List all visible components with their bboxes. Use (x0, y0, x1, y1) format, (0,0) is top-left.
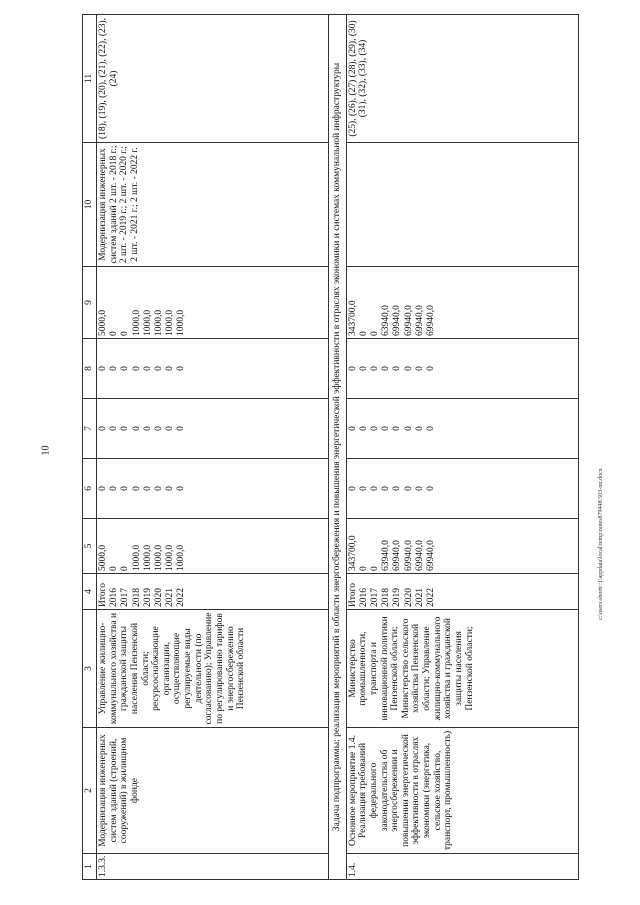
value: 0 (109, 366, 120, 371)
value: 0 (176, 486, 187, 491)
value: 0 (381, 366, 392, 371)
row-number: 1.4. (346, 854, 578, 880)
value: 1000,0 (176, 544, 187, 571)
activity-name: Модернизация инженерных систем зданий (строений, сооружений) в жилищном фонде (97, 728, 329, 854)
value: 0 (165, 366, 176, 371)
value: 0 (403, 426, 414, 431)
value: 5000,0 (98, 309, 108, 336)
year-label: 2018 (381, 588, 392, 607)
value: 0 (392, 426, 403, 431)
year-label: 2022 (425, 588, 436, 607)
year-label: Итого (347, 582, 358, 607)
header-cell: 7 (83, 399, 97, 459)
value: 0 (414, 426, 425, 431)
value: 0 (425, 486, 436, 491)
year-label: 2016 (109, 588, 120, 607)
header-cell: 6 (83, 459, 97, 519)
total-funding-cell (346, 519, 578, 574)
value: 0 (358, 426, 369, 431)
value: 1000,0 (165, 309, 176, 336)
year-label: 2017 (370, 588, 380, 607)
indicator-refs-cell: (18), (19), (20), (21), (22), (23), (24) (97, 15, 329, 143)
value: 0 (98, 486, 108, 491)
value: 0 (153, 366, 164, 371)
value: 69940,0 (414, 305, 425, 336)
header-row (83, 15, 97, 880)
funding-col8-cell (97, 339, 329, 399)
value: 69940,0 (425, 305, 436, 336)
value: 0 (414, 486, 425, 491)
year-label: 2016 (358, 588, 369, 607)
value: 0 (370, 566, 380, 571)
value: 1000,0 (153, 544, 164, 571)
years-cell (97, 574, 329, 610)
value: 0 (425, 426, 436, 431)
value: 69940,0 (425, 540, 436, 571)
value: 1000,0 (176, 309, 187, 336)
value: 0 (381, 426, 392, 431)
value: 0 (347, 486, 358, 491)
value: 0 (392, 486, 403, 491)
value: 0 (142, 426, 153, 431)
year-label: 2021 (165, 588, 176, 607)
header-cell: 2 (83, 728, 97, 854)
indicator-cell (346, 143, 578, 267)
value: 0 (142, 366, 153, 371)
value: 0 (142, 486, 153, 491)
funding-col6-cell (346, 459, 578, 519)
value: 0 (358, 366, 369, 371)
header-cell: 10 (83, 143, 97, 267)
value: 0 (109, 331, 120, 336)
table-row (346, 15, 578, 880)
value: 1000,0 (131, 544, 142, 571)
document-sheet (82, 15, 584, 880)
task-row (329, 15, 347, 880)
activity-name: Основное мероприятие 1.4. Реализация требований федерального законодательства об энергосбережении и повышении энергетической эффективности в отраслях экономики (энергетика, сельское хозяйство, транспорт, промышленность) (346, 728, 578, 854)
year-label: 2021 (414, 588, 425, 607)
value: 0 (358, 486, 369, 491)
value: 0 (176, 366, 187, 371)
value: 0 (131, 486, 142, 491)
program-table (82, 14, 579, 880)
table-row (97, 15, 329, 880)
funding-col8-cell (346, 339, 578, 399)
value: 0 (131, 426, 142, 431)
value: 69940,0 (403, 540, 414, 571)
value: 1000,0 (153, 309, 164, 336)
value: 0 (358, 566, 369, 571)
value: 0 (425, 366, 436, 371)
value: 343700,0 (347, 300, 358, 336)
indicator-cell: Модернизация инженерных систем зданий 2 шт. - 2018 г.; 2 шт. - 2019 г.; 2 шт. - 2020 г.; 2 шт. - 2021 г.; 2 шт. - 2022 г. (97, 143, 329, 267)
value: 0 (370, 486, 380, 491)
value: 1000,0 (142, 544, 153, 571)
funding-col9-cell (346, 267, 578, 339)
value: 0 (120, 566, 131, 571)
value: 0 (109, 426, 120, 431)
value: 69940,0 (392, 540, 403, 571)
value: 0 (403, 366, 414, 371)
year-label: Итого (98, 582, 108, 607)
year-label: 2020 (153, 588, 164, 607)
funding-col6-cell (97, 459, 329, 519)
funding-col7-cell (97, 399, 329, 459)
year-label: 2022 (176, 588, 187, 607)
value: 0 (370, 331, 380, 336)
value: 1000,0 (142, 309, 153, 336)
value: 0 (120, 331, 131, 336)
value: 63940,0 (381, 540, 392, 571)
value: 0 (120, 366, 131, 371)
value: 0 (109, 566, 120, 571)
value: 5000,0 (98, 544, 108, 571)
header-cell: 1 (83, 854, 97, 880)
year-label: 2018 (131, 588, 142, 607)
header-cell: 5 (83, 519, 97, 574)
header-cell: 9 (83, 267, 97, 339)
value: 0 (381, 486, 392, 491)
funding-col9-cell (97, 267, 329, 339)
page-number: 10 (40, 445, 52, 456)
year-label: 2019 (142, 588, 153, 607)
indicator-refs-cell: (25), (26), (27) (28), (29), (30) (31), (32), (33), (34) (346, 15, 578, 143)
value: 0 (370, 426, 380, 431)
executor-cell: Министерство промышленности, транспорта и инновационной политики Пензенской области; Министерство сельского хозяйства Пензенской области; Управление жилищно-коммунального хозяйства и гражданской защиты населения Пензенской области; (346, 610, 578, 728)
value: 1000,0 (131, 309, 142, 336)
header-cell: 8 (83, 339, 97, 399)
value: 0 (392, 366, 403, 371)
header-cell: 11 (83, 15, 97, 143)
value: 0 (370, 366, 380, 371)
value: 0 (403, 486, 414, 491)
value: 0 (153, 426, 164, 431)
value: 0 (414, 366, 425, 371)
year-label: 2019 (392, 588, 403, 607)
header-cell: 3 (83, 610, 97, 728)
value: 0 (120, 426, 131, 431)
value: 343700,0 (347, 535, 358, 571)
year-label: 2017 (120, 588, 131, 607)
value: 1000,0 (165, 544, 176, 571)
value: 0 (131, 366, 142, 371)
value: 0 (153, 486, 164, 491)
footer-file-path: c:\users\sborti~1\appdata\local\temp\notes879448\503-пп.docx (598, 468, 604, 620)
executor-cell: Управление жилищно-коммунального хозяйства и гражданской защиты населения Пензенской области; ресурсоснабжающие организации, осуществляющие регулируемые виды деятельности (по согласованию); Управление по регулированию тарифов и энергосбережению Пензенской области (97, 610, 329, 728)
funding-col7-cell (346, 399, 578, 459)
year-label: 2020 (403, 588, 414, 607)
years-cell (346, 574, 578, 610)
value: 0 (358, 331, 369, 336)
value: 0 (98, 366, 108, 371)
value: 63940,0 (381, 305, 392, 336)
value: 0 (347, 366, 358, 371)
value: 0 (176, 426, 187, 431)
total-funding-cell (97, 519, 329, 574)
value: 69940,0 (392, 305, 403, 336)
value: 0 (347, 426, 358, 431)
row-number: 1.3.3. (97, 854, 329, 880)
value: 69940,0 (403, 305, 414, 336)
task-heading: Задача подпрограммы: реализация мероприятий в области энергосбережения и повышения энергетической эффективности в отраслях экономики и системах коммунальной инфраструктуры (329, 15, 347, 880)
value: 0 (120, 486, 131, 491)
value: 0 (98, 426, 108, 431)
value: 0 (109, 486, 120, 491)
header-cell: 4 (83, 574, 97, 610)
value: 0 (165, 486, 176, 491)
value: 0 (165, 426, 176, 431)
value: 69940,0 (414, 540, 425, 571)
